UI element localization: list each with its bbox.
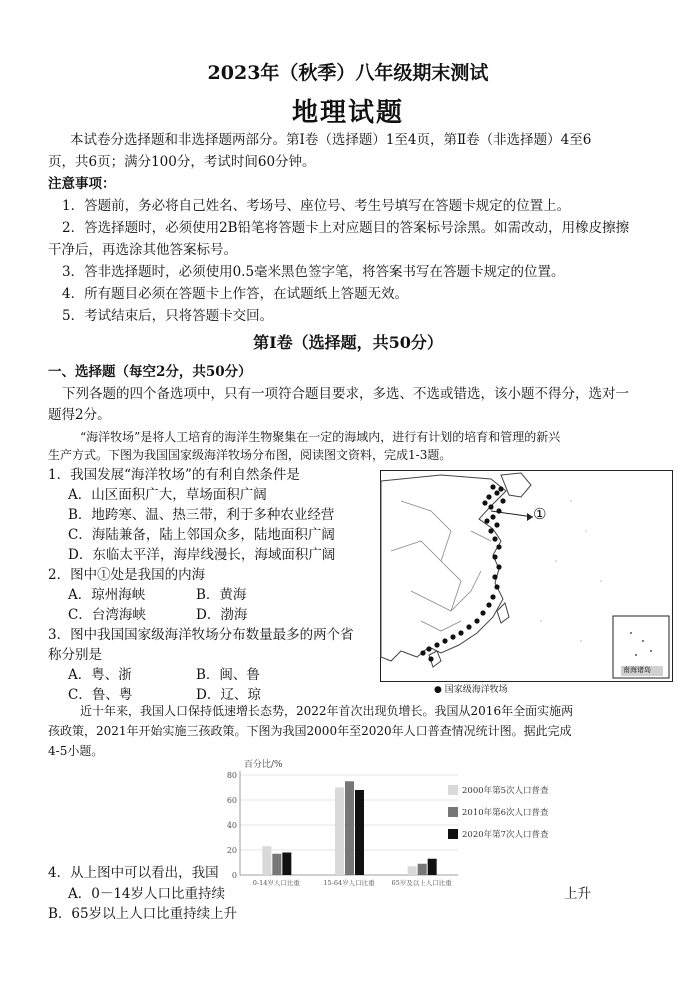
notice-heading: 注意事项：: [48, 176, 116, 192]
notice-item: 2．答选择题时，必须使用2B铅笔将答题卡上对应题目的答案标号涂黑。如需改动，用橡皮擦擦: [62, 220, 630, 236]
bar: [282, 853, 291, 876]
x-tick-label: 65岁及以上人口比重: [391, 879, 452, 887]
q1-option-d: D．东临太平洋，海岸线漫长，海域面积广阔: [68, 547, 336, 563]
q3-option-c: C．鲁、粤: [68, 687, 133, 703]
exam-title: 2023年（秋季）八年级期末测试: [207, 62, 489, 84]
population-chart-svg: [228, 755, 578, 895]
legend-swatch: [448, 785, 458, 795]
instruction-line-2: 题得2分。: [48, 407, 111, 423]
y-tick-label: 20: [226, 846, 237, 855]
q2-stem: 2．图中①处是我国的内海: [48, 567, 206, 583]
passage2-line-2: 孩政策，2021年开始实施三孩政策。下图为我国2000年至2020年人口普查情况统计图。据此完成: [48, 724, 572, 738]
x-tick-label: 15-64岁人口比重: [323, 879, 375, 887]
q4-option-b: B．65岁以上人口比重持续上升: [48, 906, 238, 922]
legend-label: 2000年第5次人口普查: [462, 786, 549, 796]
part-title: 一、选择题（每空2分，共50分）: [48, 364, 252, 380]
subject-title: 地理试题: [291, 98, 404, 128]
q4-option-a: A．0－14岁人口比重持续: [68, 886, 226, 902]
q4-stem: 4．从上图中可以看出，我国: [48, 865, 219, 881]
notice-item: 干净后，再选涂其他答案标号。: [48, 242, 237, 258]
intro-line-2: 页，共6页；满分100分，考试时间60分钟。: [48, 154, 316, 170]
bar: [355, 790, 364, 875]
q3-stem: 3．图中我国国家级海洋牧场分布数量最多的两个省: [48, 627, 354, 643]
q2-option-b: B．黄海: [196, 587, 247, 603]
marine-ranch-map: [380, 470, 673, 682]
legend-swatch: [448, 829, 458, 839]
bar: [345, 781, 354, 875]
intro-line-1: 本试卷分选择题和非选择题两部分。第Ⅰ卷（选择题）1至4页，第Ⅱ卷（非选择题）4至6: [70, 132, 592, 148]
bar: [262, 846, 271, 875]
population-chart: [228, 755, 578, 895]
q3-option-a: A．粤、浙: [68, 667, 132, 683]
y-tick-label: 0: [231, 871, 237, 880]
bar: [272, 854, 281, 875]
y-axis-label: 百分比/%: [244, 760, 283, 770]
q1-stem: 1．我国发展“海洋牧场”的有利自然条件是: [48, 467, 300, 483]
legend-label: 2020年第7次人口普查: [462, 830, 549, 840]
instruction-line-1: 下列各题的四个备选项中，只有一项符合题目要求，多选、不选或错选，该小题不得分，选对一: [62, 386, 629, 402]
legend-swatch: [448, 807, 458, 817]
map-legend: ● 国家级海洋牧场: [434, 685, 508, 695]
passage1-line-2: 生产方式。下图为我国国家级海洋牧场分布图，阅读图文资料，完成1-3题。: [48, 448, 452, 462]
q2-option-c: C．台湾海峡: [68, 607, 146, 623]
legend-label: 2010年第6次人口普查: [462, 808, 549, 818]
q3-option-b: B．闽、鲁: [196, 667, 260, 683]
q1-option-c: C．海陆兼备，陆上邻国众多，陆地面积广阔: [68, 527, 335, 543]
notice-item: 1．答题前，务必将自己姓名、考场号、座位号、考生号填写在答题卡规定的位置上。: [62, 198, 571, 214]
map-graphic: [381, 471, 672, 681]
q4-option-a-cont: 上升: [564, 886, 591, 902]
y-tick-label: 60: [226, 796, 237, 805]
inset-label: 南海诸岛: [623, 666, 651, 674]
section-heading: 第Ⅰ卷（选择题，共50分）: [253, 333, 443, 352]
q3-stem-line-2: 称分别是: [48, 647, 102, 663]
y-tick-label: 40: [226, 821, 237, 830]
passage1-line-1: “海洋牧场”是将人工培育的海洋生物聚集在一定的海域内，进行有计划的培育和管理的新兴: [80, 430, 561, 444]
q3-option-d: D．辽、琼: [196, 687, 261, 703]
bar: [408, 866, 417, 875]
bar: [428, 859, 437, 875]
passage2-line-1: 近十年来，我国人口保持低速增长态势，2022年首次出现负增长。我国从2016年全面实施两: [80, 704, 574, 718]
bar: [335, 788, 344, 876]
marker-label: ①: [533, 505, 547, 523]
notice-item: 4．所有题目必须在答题卡上作答，在试题纸上答题无效。: [62, 286, 409, 302]
q2-option-d: D．渤海: [196, 607, 248, 623]
notice-item: 5．考试结束后，只将答题卡交回。: [62, 308, 274, 324]
y-tick-label: 80: [226, 771, 237, 780]
q1-option-b: B．地跨寒、温、热三带，利于多种农业经营: [68, 507, 335, 523]
q1-option-a: A．山区面积广大，草场面积广阔: [68, 487, 267, 503]
q2-option-a: A．琼州海峡: [68, 587, 146, 603]
passage2-line-3: 4-5小题。: [48, 744, 104, 758]
notice-item: 3．答非选择题时，必须使用0.5毫米黑色签字笔，将答案书写在答题卡规定的位置。: [62, 264, 565, 280]
bar: [418, 864, 427, 875]
x-tick-label: 0-14岁人口比重: [252, 879, 300, 887]
